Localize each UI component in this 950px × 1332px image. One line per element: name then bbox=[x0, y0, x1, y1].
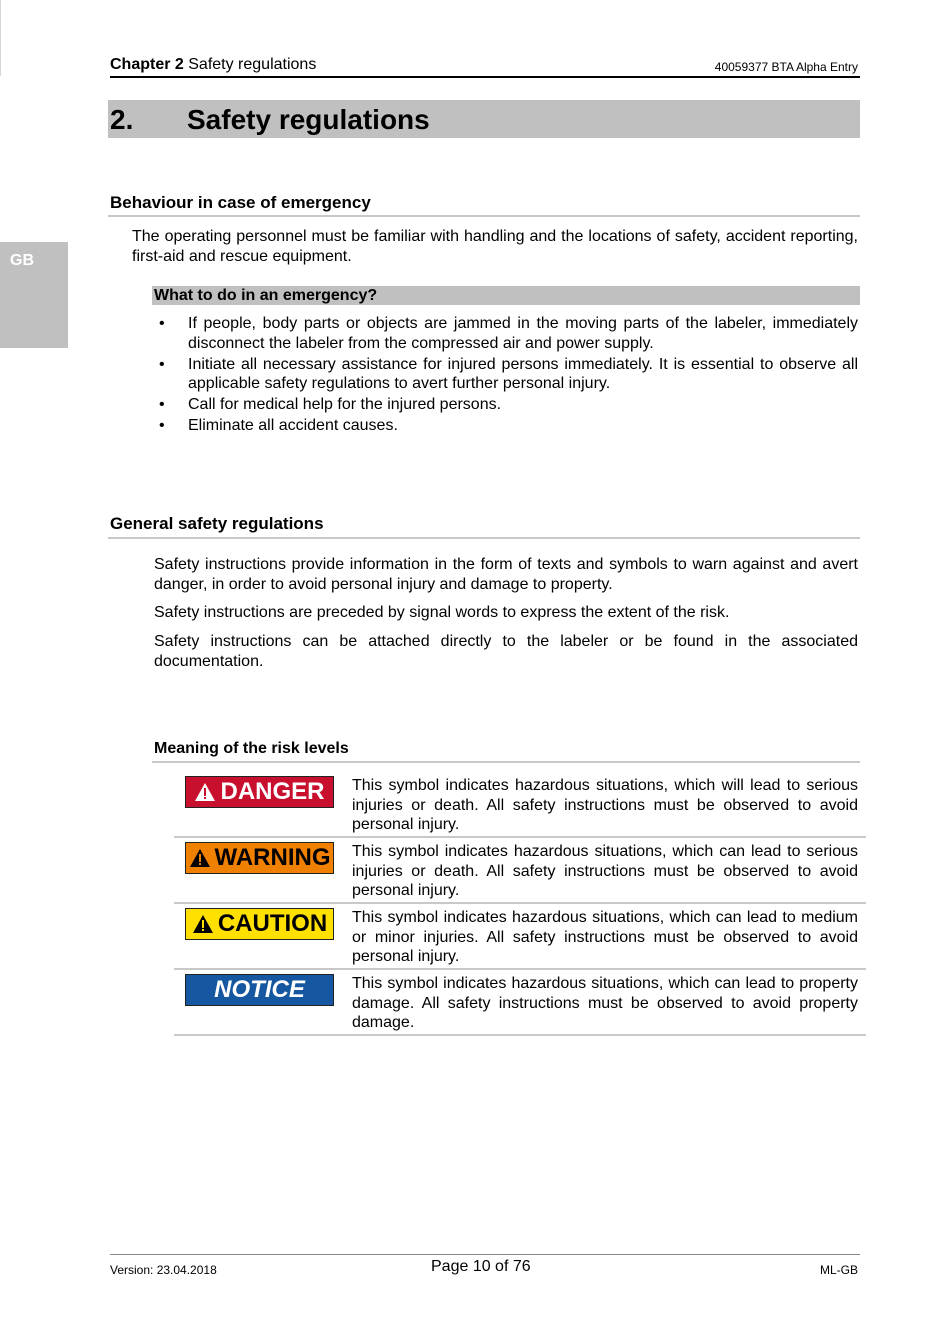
risk-row-danger bbox=[174, 772, 866, 838]
caution-badge bbox=[185, 908, 334, 940]
page-header bbox=[110, 56, 860, 78]
warning-triangle-icon bbox=[189, 848, 211, 868]
notice-badge bbox=[185, 974, 334, 1006]
danger-description: This symbol indicates hazardous situations, which will lead to serious injuries or death. All safety instructions must be observed to avoid personal injury. bbox=[352, 777, 858, 833]
language-code: ML-GB bbox=[819, 1263, 858, 1277]
page-number: Page 10 of 76 bbox=[431, 1258, 531, 1275]
danger-label: DANGER bbox=[220, 778, 325, 805]
general-paragraph-1: Safety instructions provide information in the form of texts and symbols to warn against and avert danger, in order to avoid personal injury and damage to property. bbox=[154, 556, 858, 593]
emergency-intro: The operating personnel must be familiar with handling and the locations of safety, accident reporting, first-aid and rescue equipment. bbox=[132, 228, 858, 265]
warning-triangle-icon bbox=[192, 914, 214, 934]
chapter-heading-text: Safety regulations bbox=[187, 104, 430, 135]
document-reference: 40059377 BTA Alpha Entry bbox=[714, 60, 858, 74]
chapter-title: Chapter 2 Safety regulations bbox=[110, 56, 317, 73]
danger-badge bbox=[185, 776, 334, 808]
risk-row-caution bbox=[174, 904, 866, 970]
general-paragraph-2: Safety instructions are preceded by signal words to express the extent of the risk. bbox=[154, 604, 730, 621]
language-tab bbox=[0, 242, 68, 348]
chapter-heading bbox=[108, 100, 860, 138]
list-item: • Call for medical help for the injured persons. bbox=[154, 395, 858, 415]
caution-label: CAUTION bbox=[217, 910, 328, 937]
general-paragraph-3: Safety instructions can be attached directly to the labeler or be found in the associated documentation. bbox=[154, 633, 858, 670]
language-tab-label: GB bbox=[10, 252, 34, 269]
version-text: Version: 23.04.2018 bbox=[110, 1263, 217, 1277]
warning-badge bbox=[185, 842, 334, 874]
notice-label: NOTICE bbox=[214, 976, 305, 1003]
caution-description: This symbol indicates hazardous situations, which can lead to medium or minor injuries. All safety instructions must be observed to avoid personal injury. bbox=[352, 909, 858, 965]
general-safety-heading: General safety regulations bbox=[108, 514, 860, 539]
warning-triangle-icon bbox=[194, 782, 216, 802]
page-footer bbox=[110, 1254, 860, 1278]
warning-label: WARNING bbox=[214, 844, 331, 871]
emergency-bullet-list bbox=[154, 314, 858, 437]
emergency-heading: Behaviour in case of emergency bbox=[108, 193, 860, 217]
list-item: • Initiate all necessary assistance for injured persons immediately. It is essential to observe all applicable safety regulations to avert further personal injury. bbox=[154, 355, 858, 394]
list-item: • If people, body parts or objects are jammed in the moving parts of the labeler, immediately disconnect the labeler from the compressed air and power supply. bbox=[154, 314, 858, 353]
page-edge-line bbox=[0, 0, 1, 76]
risk-row-notice bbox=[174, 970, 866, 1036]
emergency-subheading: What to do in an emergency? bbox=[152, 286, 860, 305]
risk-levels-heading: Meaning of the risk levels bbox=[152, 740, 860, 763]
list-item: • Eliminate all accident causes. bbox=[154, 416, 858, 436]
notice-description: This symbol indicates hazardous situations, which can lead to property damage. All safety instructions must be observed to avoid property damage. bbox=[352, 975, 858, 1031]
risk-row-warning bbox=[174, 838, 866, 904]
chapter-number: 2. bbox=[110, 104, 134, 135]
warning-description: This symbol indicates hazardous situations, which can lead to serious injuries or death. All safety instructions must be observed to avoid personal injury. bbox=[352, 843, 858, 899]
